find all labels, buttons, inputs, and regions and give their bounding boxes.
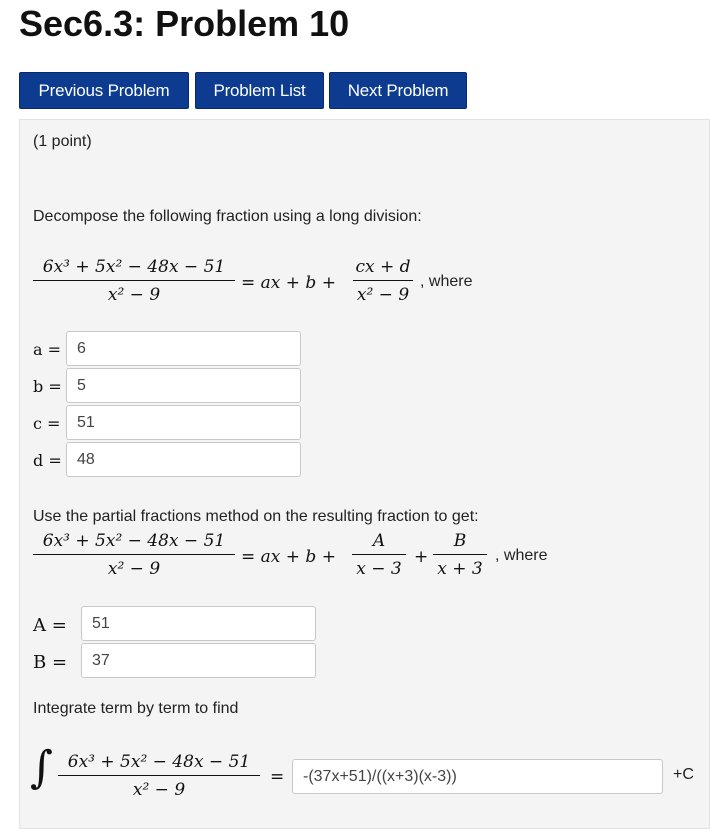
d-input[interactable]: 48 [66, 442, 301, 477]
plus-sign: + [414, 547, 429, 567]
where-text-1: , where [420, 273, 473, 290]
problem-list-button[interactable]: Problem List [195, 72, 324, 109]
A-input[interactable]: 51 [81, 606, 316, 641]
fraction-3-denominator: x² − 9 [132, 780, 186, 800]
where-text-2: , where [495, 547, 548, 564]
b-input[interactable]: 5 [66, 368, 301, 403]
partial-fractions-instruction: Use the partial fractions method on the resulting fraction to get: [33, 508, 479, 525]
a-label: a = [33, 340, 62, 359]
c-input[interactable]: 51 [66, 405, 301, 440]
fraction-1-rhs [353, 257, 413, 305]
fraction-2-denominator: x² − 9 [107, 559, 161, 579]
integral-equals: = [270, 767, 285, 787]
B-label: B = [33, 652, 68, 673]
fraction-2-b-denominator: x + 3 [437, 559, 483, 579]
fraction-3 [58, 752, 260, 800]
page-title: Sec6.3: Problem 10 [19, 3, 350, 44]
fraction-2-b [433, 531, 487, 579]
constant-of-integration: +C [673, 766, 694, 783]
fraction-2-a [352, 531, 406, 579]
fraction-2-b-numerator: B [453, 531, 467, 551]
fraction-2-a-denominator: x − 3 [356, 559, 402, 579]
d-label: d = [33, 451, 62, 470]
b-label: b = [33, 377, 62, 396]
rhs-2-prefix: = ax + b + [241, 547, 336, 567]
c-label: c = [33, 414, 61, 433]
previous-problem-button[interactable]: Previous Problem [19, 72, 189, 109]
integrate-instruction: Integrate term by term to find [33, 700, 239, 717]
fraction-3-numerator: 6x³ + 5x² − 48x − 51 [67, 752, 251, 772]
fraction-1-numerator: 6x³ + 5x² − 48x − 51 [42, 257, 226, 277]
long-division-instruction: Decompose the following fraction using a long division: [33, 208, 422, 225]
B-input[interactable]: 37 [81, 643, 316, 678]
next-problem-button[interactable]: Next Problem [329, 72, 467, 109]
fraction-2 [33, 531, 235, 579]
fraction-1-rhs-denominator: x² − 9 [356, 285, 410, 305]
fraction-1-rhs-numerator: cx + d [355, 257, 411, 277]
rhs-1-prefix: = ax + b + [241, 273, 336, 293]
integral-sign-icon: ∫ [30, 742, 53, 793]
integral-answer-input[interactable]: -(37x+51)/((x+3)(x-3)) [292, 759, 663, 794]
fraction-1-denominator: x² − 9 [107, 285, 161, 305]
A-label: A = [33, 615, 67, 636]
fraction-2-a-numerator: A [372, 531, 386, 551]
fraction-1 [33, 257, 235, 305]
fraction-2-numerator: 6x³ + 5x² − 48x − 51 [42, 531, 226, 551]
points-text: (1 point) [33, 133, 92, 150]
a-input[interactable]: 6 [66, 331, 301, 366]
